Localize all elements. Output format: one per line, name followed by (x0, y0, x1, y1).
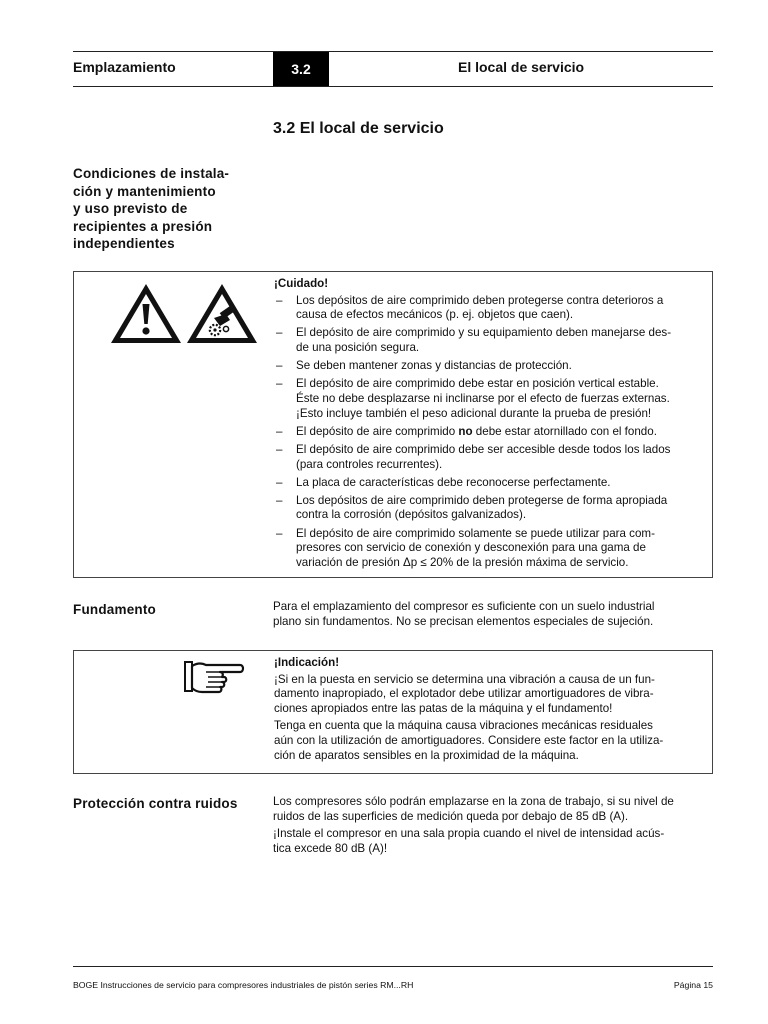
noise-paragraph-2: ¡Instale el compresor en una sala propia cuando el nivel de intensidad acús- tica excede 80 dB (A)! (273, 827, 665, 855)
list-item: – Los depósitos de aire comprimido deben protegerse de forma apropiada contra la corrosión (depósitos galvanizados). (274, 494, 704, 523)
list-item: – Los depósitos de aire comprimido deben protegerse contra deterioros a causa de efectos mecánicos (p. ej. objetos que caen). (274, 294, 704, 323)
list-item: – El depósito de aire comprimido y su equipamiento deben manejarse des- de una posición segura. (274, 326, 704, 355)
note-title: ¡Indicación! (274, 656, 340, 669)
list-item: – La placa de características debe reconocerse perfectamente. (274, 476, 704, 491)
list-item: – El depósito de aire comprimido debe estar en posición vertical estable. Éste no debe desplazarse ni inclinarse por el efecto de fuerzas externas. ¡Esto incluye también el peso adicional durante la prueba de presión! (274, 377, 704, 421)
note-text (274, 656, 709, 766)
list-item: – El depósito de aire comprimido solamente se puede utilizar para com- presores con servicio de conexión y desconexión para una gama de variación de presión Δp ≤ 20% de la presión máxima de servicio. (274, 527, 704, 571)
footer-rule (73, 966, 713, 967)
mechanical-hazard-triangle-icon (184, 280, 260, 351)
foundation-heading: Fundamento (73, 602, 156, 617)
emphasis-no: no (458, 424, 473, 438)
pointing-hand-icon (182, 659, 246, 700)
no-bold-line: – El depósito de aire comprimido no debe estar atornillado con el fondo. (296, 424, 657, 438)
noise-paragraph-1: Los compresores sólo podrán emplazarse en la zona de trabajo, si su nivel de ruidos de las superficies de medición queda por debajo de 85 dB (A). (273, 795, 674, 823)
header-section-number: 3.2 (273, 52, 329, 86)
section-title: 3.2 El local de servicio (273, 120, 444, 137)
note-box (73, 650, 713, 774)
note-paragraph-2: Tenga en cuenta que la máquina causa vibraciones mecánicas residuales aún con la utilización de amortiguadores. Considere este factor en la utiliza- ción de aparatos sensibles en la proximidad de la máquina. (274, 719, 664, 762)
footer-page-number: Página 15 (673, 980, 713, 990)
header-chapter: Emplazamiento (73, 59, 176, 75)
list-item: – El depósito de aire comprimido debe ser accesible desde todos los lados (para controles recurrentes). (274, 443, 704, 472)
foundation-text: Para el emplazamiento del compresor es suficiente con un suelo industrial plano sin fundamentos. No se precisan elementos especiales de sujeción. (273, 600, 655, 628)
noise-text (273, 795, 713, 859)
warning-triangle-icon (108, 280, 184, 351)
footer-document-title: BOGE Instrucciones de servicio para compresores industriales de pistón series RM...RH (73, 980, 414, 990)
caution-box (73, 271, 713, 578)
caution-title: ¡Cuidado! (274, 277, 329, 290)
header-bottom-rule (73, 86, 713, 87)
conditions-heading: Condiciones de instala- ción y mantenimiento y uso previsto de recipientes a presión independientes (73, 166, 230, 251)
caution-list (274, 294, 704, 571)
noise-heading: Protección contra ruidos (73, 796, 238, 811)
list-item: – Se deben mantener zonas y distancias de protección. (274, 359, 704, 374)
list-item (274, 425, 704, 440)
note-paragraph-1: ¡Si en la puesta en servicio se determina una vibración a causa de un fun- damento inapropiado, el explotador debe utilizar amortiguadores de vibra- ciones apropiados entre las patas de la máquina y el fundamento! (274, 672, 655, 715)
header-section-title: El local de servicio (458, 59, 585, 75)
header-top-rule (73, 51, 713, 52)
caution-text (274, 277, 704, 574)
